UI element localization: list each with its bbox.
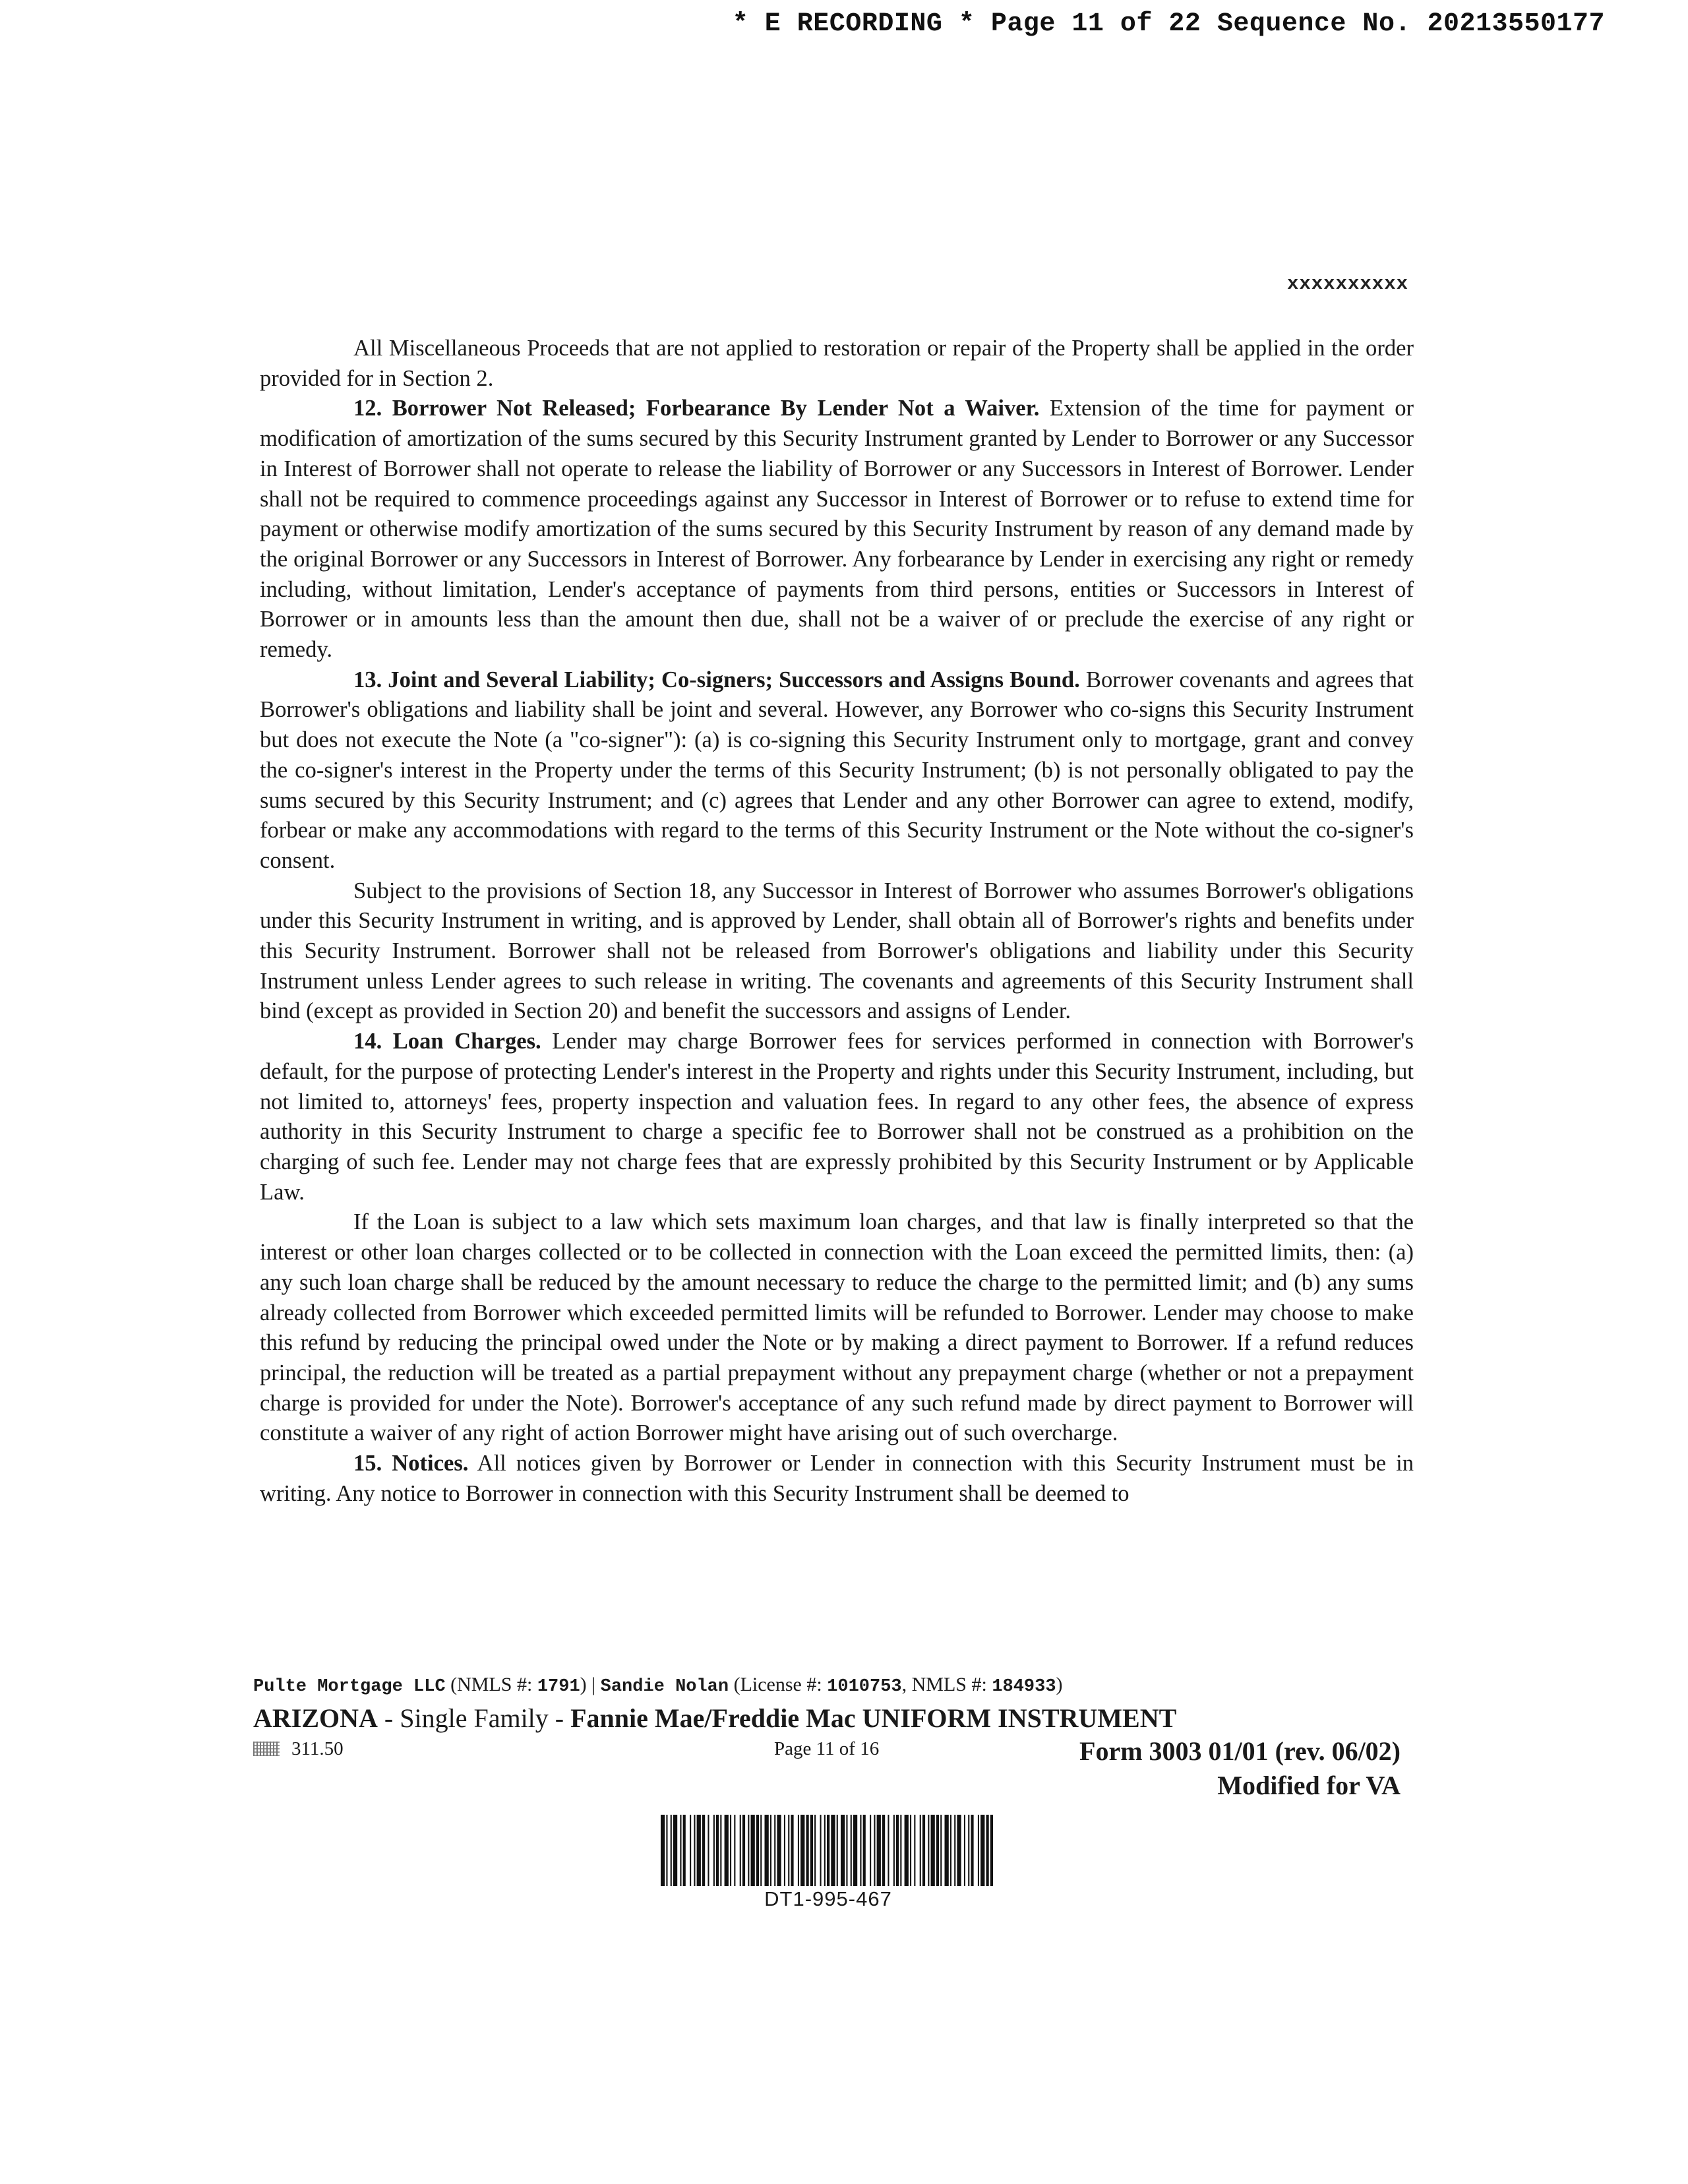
paragraph-max-loan-charges: [260, 1207, 1414, 1449]
form-code-text: 311.50: [291, 1738, 344, 1759]
paragraph-section-13: [260, 665, 1414, 876]
state-name: ARIZONA: [253, 1703, 378, 1733]
document-body: [260, 334, 1414, 1509]
instrument-name: Fannie Mae/Freddie Mac UNIFORM INSTRUMENT: [570, 1703, 1177, 1733]
property-type: - Single Family -: [377, 1703, 571, 1733]
paragraph-successors: [260, 876, 1414, 1027]
paragraph-text: If the Loan is subject to a law which sets maximum loan charges, and that law is finally interpreted so that the interest or other loan charges collected or to be collected in connection with the Loan exceed the permitted limits, then: (a) any such loan charge shall be reduced by the amount necessary to reduce the charge to the permitted limit; and (b) any sums already collected from Borrower which exceeded permitted limits will be refunded to Borrower. Lender may choose to make this refund by reducing the principal owed under the Note or by making a direct payment to Borrower. If a refund reduces principal, the reduction will be treated as a partial prepayment without any prepayment charge (whether or not a prepayment charge is provided for under the Note). Borrower's acceptance of any such refund made by direct payment to Borrower will constitute a waiver of any right of action Borrower might have arising out of such overcharge.: [260, 1209, 1414, 1446]
form-code: [253, 1738, 344, 1760]
footer-lender-line: [253, 1674, 1063, 1697]
nmls-label: , NMLS #:: [901, 1674, 992, 1695]
recording-header: * E RECORDING * Page 11 of 22 Sequence No. 20213550177: [732, 9, 1605, 39]
paragraph-text: All Miscellaneous Proceeds that are not applied to restoration or repair of the Property shall be applied in the order provided for in Section 2.: [260, 336, 1414, 391]
footer-instrument-line: [253, 1703, 1176, 1734]
lender-nmls: 1791: [537, 1677, 580, 1697]
paragraph-misc-proceeds: [260, 334, 1414, 394]
originator-nmls: 184933: [992, 1677, 1056, 1697]
paragraph-text: Lender may charge Borrower fees for services performed in connection with Borrower's default, for the purpose of protecting Lender's interest in the Property and rights under this Security Instrument, including, but not limited to, attorneys' fees, property inspection and valuation fees. In regard to any other fees, the absence of express authority in this Security Instrument to charge a specific fee to Borrower shall not be construed as a prohibition on the charging of such fee. Lender may not charge fees that are expressly prohibited by this Security Instrument or by Applicable Law.: [260, 1029, 1414, 1205]
section-heading: 14. Loan Charges.: [353, 1029, 541, 1054]
paragraph-section-12: [260, 394, 1414, 665]
paragraph-text: All notices given by Borrower or Lender in connection with this Security Instrument must be in writing. Any notice to Borrower in connection with this Security Instrument shall be deemed to: [260, 1451, 1414, 1506]
barcode: [659, 1815, 997, 1911]
paragraph-text: Borrower covenants and agrees that Borrower's obligations and liability shall be joint and several. However, any Borrower who co-signs this Security Instrument but does not execute the Note (a "co-signer"): (a) is co-signing this Security Instrument only to mortgage, grant and convey the co-signer's interest in the Property under the terms of this Security Instrument; (b) is not personally obligated to pay the sums secured by this Security Instrument; and (c) agrees that Lender and any other Borrower can agree to extend, modify, forbear or make any accommodations with regard to the terms of this Security Instrument or the Note without the co-signer's consent.: [260, 667, 1414, 873]
paragraph-text: Subject to the provisions of Section 18, any Successor in Interest of Borrower who assumes Borrower's obligations under this Security Instrument in writing, and is approved by Lender, shall obtain all of Borrower's rights and benefits under this Security Instrument. Borrower shall not be released from Borrower's obligations and liability under this Security Instrument unless Lender agrees to such release in writing. The covenants and agreements of this Security Instrument shall bind (except as provided in Section 20) and benefit the successors and assigns of Lender.: [260, 878, 1414, 1024]
paragraph-text: Extension of the time for payment or modification of amortization of the sums secured by this Security Instrument granted by Lender to Borrower or any Successor in Interest of Borrower shall not operate to release the liability of Borrower or any Successors in Interest of Borrower. Lender shall not be required to commence proceedings against any Successor in Interest of Borrower or to refuse to extend time for payment or otherwise modify amortization of the sums secured by this Security Instrument by reason of any demand made by the original Borrower or any Successors in Interest of Borrower. Any forbearance by Lender in exercising any right or remedy including, without limitation, Lender's acceptance of payments from third persons, entities or Successors in Interest of Borrower or in amounts less than the amount then due, shall not be a waiver of or preclude the exercise of any right or remedy.: [260, 396, 1414, 663]
section-heading: 15. Notices.: [353, 1451, 469, 1476]
form-id: Form 3003 01/01 (rev. 06/02): [1079, 1736, 1401, 1766]
paragraph-section-14: [260, 1027, 1414, 1207]
license-label: (License #:: [729, 1674, 828, 1695]
paragraph-section-15: [260, 1449, 1414, 1509]
license-number: 1010753: [827, 1677, 902, 1697]
section-heading: 13. Joint and Several Liability; Co-signers; Successors and Assigns Bound.: [353, 667, 1080, 692]
page-number: Page 11 of 16: [774, 1738, 880, 1759]
document-stack-icon: [253, 1742, 280, 1756]
barcode-icon: [659, 1815, 997, 1886]
lender-name: Pulte Mortgage LLC: [253, 1677, 446, 1697]
originator-name: Sandie Nolan: [600, 1677, 729, 1697]
footer-row: [253, 1736, 1401, 1769]
modified-note: Modified for VA: [1217, 1771, 1401, 1800]
loan-number-mask: xxxxxxxxxx: [1286, 273, 1408, 295]
separator: ) |: [580, 1674, 601, 1695]
section-heading: 12. Borrower Not Released; Forbearance By Lender Not a Waiver.: [353, 396, 1040, 421]
close-paren: ): [1056, 1674, 1063, 1695]
nmls-label: (NMLS #:: [445, 1674, 537, 1695]
barcode-id: DT1-995-467: [764, 1887, 892, 1910]
